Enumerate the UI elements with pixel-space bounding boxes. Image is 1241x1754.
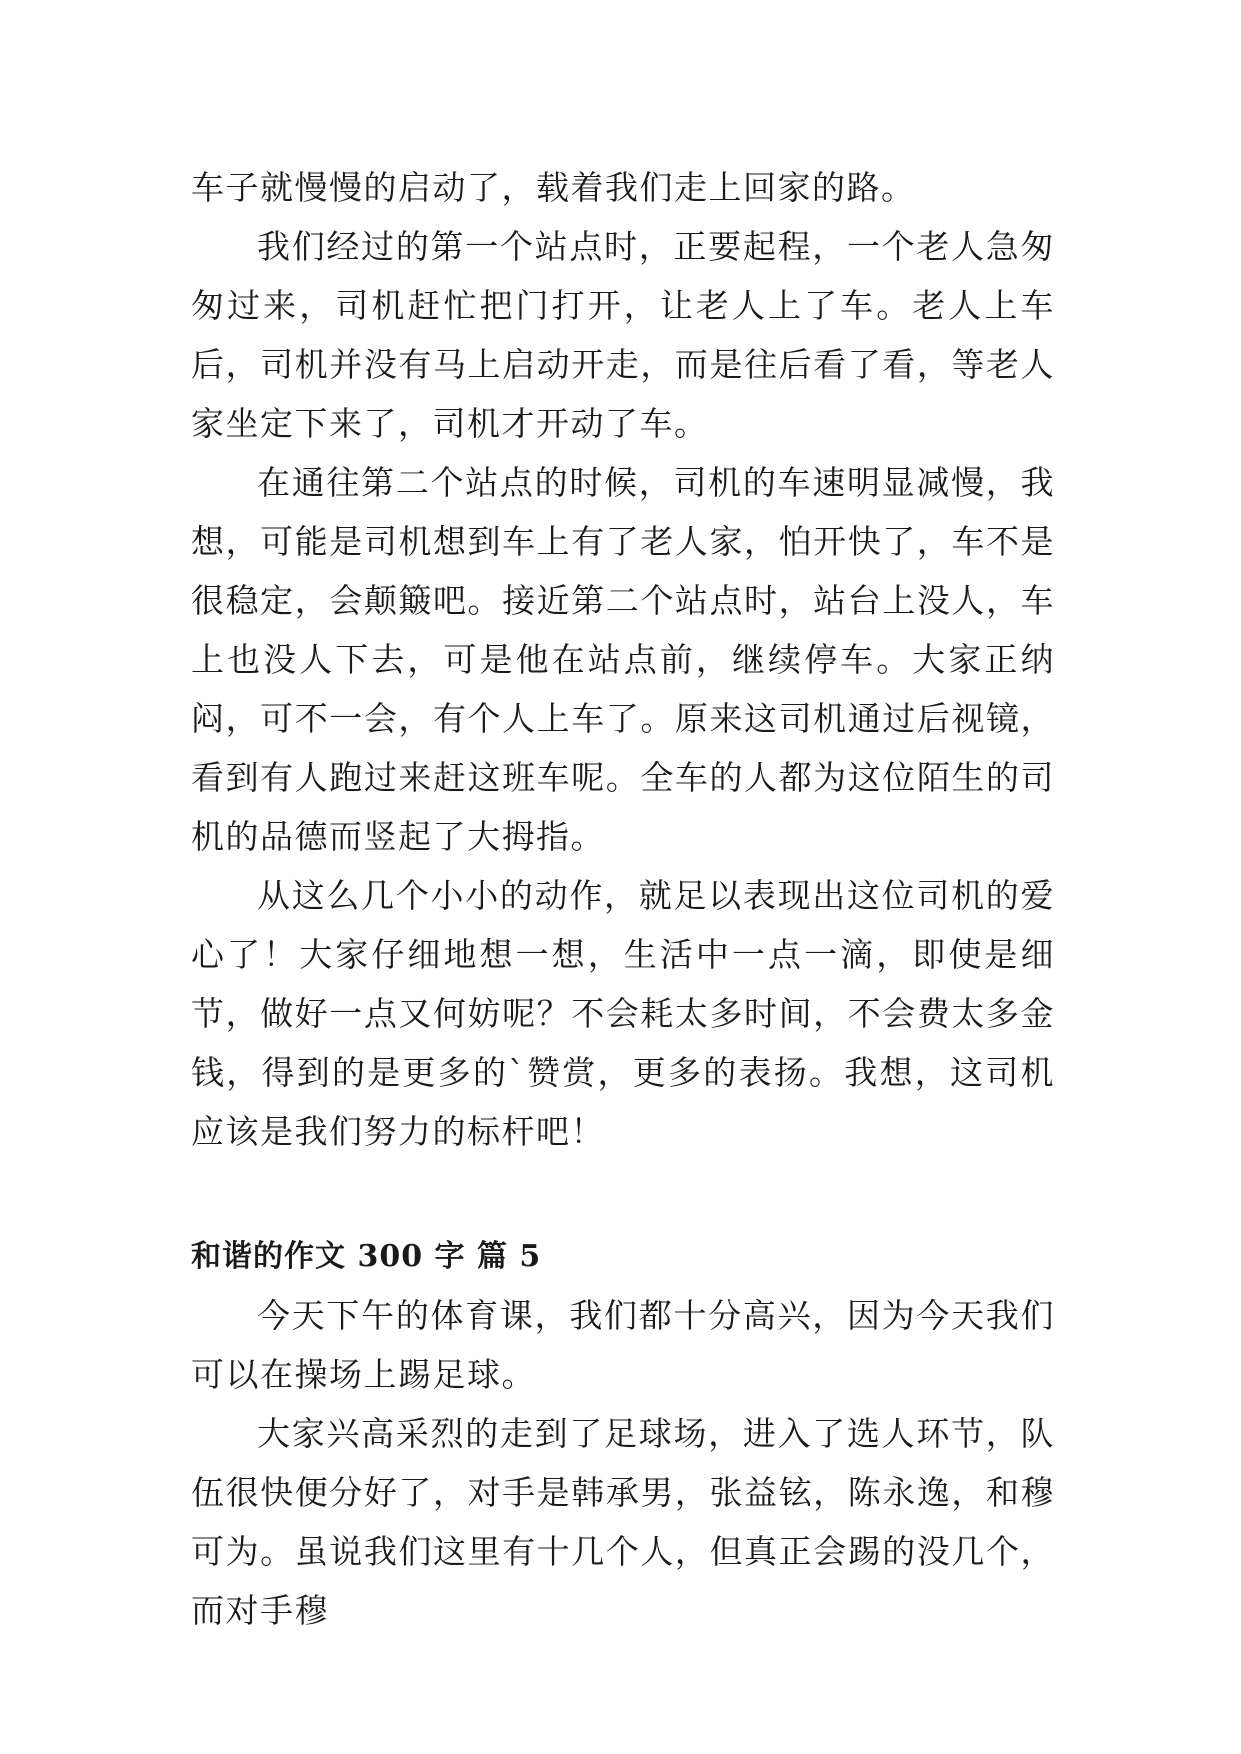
document-body [191,158,1055,1640]
paragraph: 今天下午的体育课，我们都十分高兴，因为今天我们可以在操场上踢足球。 [191,1296,1055,1394]
section-heading: 和谐的作文 300 字 篇 5 [191,1239,542,1274]
paragraph: 在通往第二个站点的时候，司机的车速明显减慢，我想，可能是司机想到车上有了老人家，怕开快了，车不是很稳定，会颠簸吧。接近第二个站点时，站台上没人，车上也没人下去，可是他在站点前，继续停车。大家正纳闷，可不一会，有个人上车了。原来这司机通过后视镜，看到有人跑过来赶这班车呢。全车的人都为这位陌生的司机的品德而竖起了大拇指。 [191,463,1055,856]
paragraph: 我们经过的第一个站点时，正要起程，一个老人急匆匆过来，司机赶忙把门打开，让老人上了车。老人上车后，司机并没有马上启动开走，而是往后看了看，等老人家坐定下来了，司机才开动了车。 [191,227,1055,443]
paragraph: 大家兴高采烈的走到了足球场，进入了选人环节，队伍很快便分好了，对手是韩承男，张益铉，陈永逸，和穆可为。虽说我们这里有十几个人，但真正会踢的没几个，而对手穆 [191,1414,1055,1630]
paragraph: 车子就慢慢的启动了，载着我们走上回家的路。 [191,168,916,207]
paragraph: 从这么几个小小的动作，就足以表现出这位司机的爱心了！大家仔细地想一想，生活中一点一滴，即使是细节，做好一点又何妨呢？不会耗太多时间，不会费太多金钱，得到的是更多的`赞赏，更多的表扬。我想，这司机应该是我们努力的标杆吧！ [191,876,1055,1151]
